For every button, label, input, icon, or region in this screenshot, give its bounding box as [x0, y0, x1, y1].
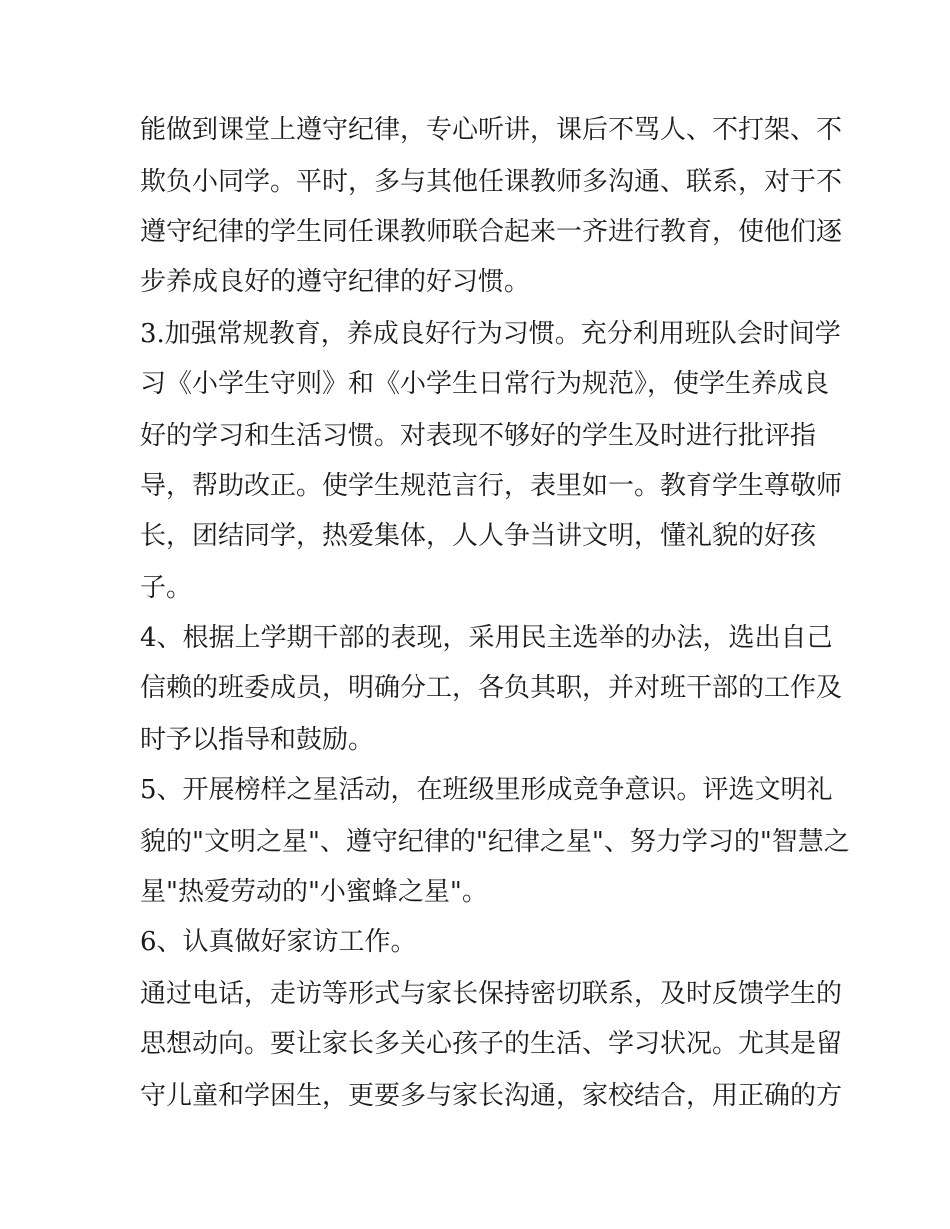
text-line-1: 能做到课堂上遵守纪律，专心听讲，课后不骂人、不打架、不 — [140, 115, 843, 145]
text-line-15: 貌的"文明之星"、遵守纪律的"纪律之星"、努力学习的"智慧之 — [140, 827, 850, 857]
text-line-5: 3.加强常规教育，养成良好行为习惯。充分利用班队会时间学 — [140, 319, 841, 349]
text-line-4: 步养成良好的遵守纪律的好习惯。 — [140, 267, 531, 297]
text-line-6: 习《小学生守则》和《小学生日常行为规范》，使学生养成良 — [140, 369, 830, 399]
text-line-14: 5、开展榜样之星活动，在班级里形成竞争意识。评选文明礼 — [140, 775, 833, 805]
text-line-2: 欺负小同学。平时，多与其他任课教师多沟通、联系，对于不 — [140, 167, 843, 197]
text-line-17: 6、认真做好家访工作。 — [140, 927, 417, 957]
text-line-16: 星"热爱劳动的"小蜜蜂之星"。 — [140, 877, 488, 907]
text-line-19: 思想动向。要让家长多关心孩子的生活、学习状况。尤其是留 — [140, 1029, 843, 1059]
text-line-12: 信赖的班委成员，明确分工，各负其职，并对班干部的工作及 — [140, 673, 843, 703]
text-line-8: 导，帮助改正。使学生规范言行，表里如一。教育学生尊敬师 — [140, 471, 843, 501]
text-line-7: 好的学习和生活习惯。对表现不够好的学生及时进行批评指 — [140, 421, 817, 451]
text-line-10: 子。 — [140, 573, 193, 603]
text-line-13: 时予以指导和鼓励。 — [140, 725, 375, 755]
text-line-18: 通过电话，走访等形式与家长保持密切联系，及时反馈学生的 — [140, 979, 843, 1009]
text-line-9: 长，团结同学，热爱集体，人人争当讲文明，懂礼貌的好孩 — [140, 521, 817, 551]
text-line-20: 守儿童和学困生，更要多与家长沟通，家校结合，用正确的方 — [140, 1081, 843, 1111]
text-line-11: 4、根据上学期干部的表现，采用民主选举的办法，选出自己 — [140, 623, 833, 653]
text-line-3: 遵守纪律的学生同任课教师联合起来一齐进行教育，使他们逐 — [140, 217, 843, 247]
